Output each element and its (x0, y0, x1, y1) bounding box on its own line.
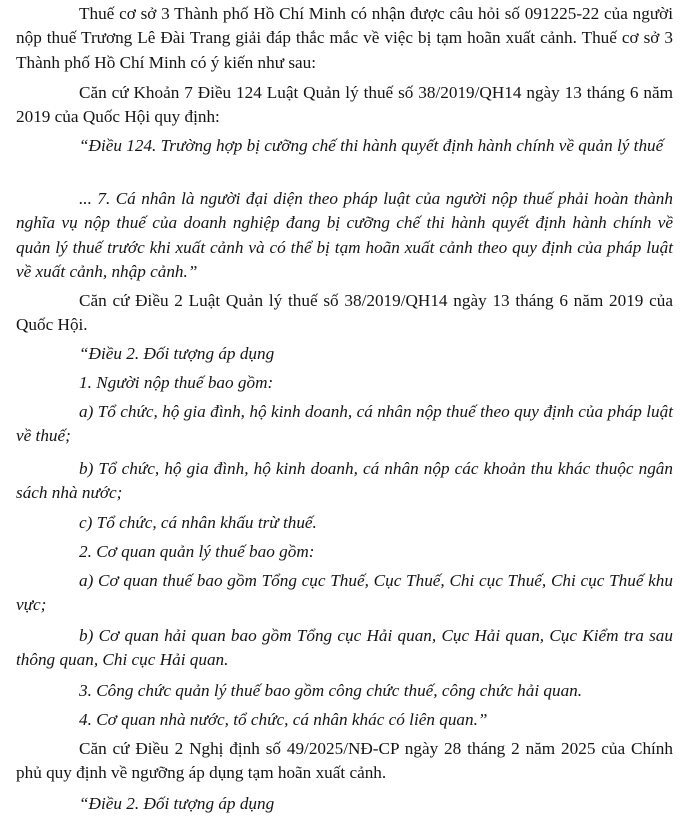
quote-article-2-item-2: 2. Cơ quan quản lý thuế bao gồm: (79, 542, 315, 561)
quote-article-2-item-2b: b) Cơ quan hải quan bao gồm Tổng cục Hải quan, Cục Hải quan, Cục Kiểm tra sau thông quan, Chi cục Hải quan. (16, 626, 673, 670)
quote-article-2-title: “Điều 2. Đối tượng áp dụng (79, 344, 275, 363)
quote-article-2-item-1b: b) Tổ chức, hộ gia đình, hộ kinh doanh, cá nhân nộp các khoản thu khác thuộc ngân sách nhà nước; (16, 459, 673, 503)
paragraph-legal-basis-decree-49: Căn cứ Điều 2 Nghị định số 49/2025/NĐ-CP ngày 28 tháng 2 năm 2025 của Chính phủ quy định về ngưỡng áp dụng tạm hoãn xuất cảnh. (16, 739, 673, 783)
paragraph-intro: Thuế cơ sở 3 Thành phố Hồ Chí Minh có nhận được câu hỏi số 091225-22 của người nộp thuế Trương Lê Đài Trang giải đáp thắc mắc về việc bị tạm hoãn xuất cảnh. Thuế cơ sở 3 Thành phố Hồ Chí Minh có ý kiến như sau: (16, 4, 673, 72)
quote-article-2-item-3: 3. Công chức quản lý thuế bao gồm công chức thuế, công chức hải quan. (79, 681, 583, 700)
quote-article-2-item-1c: c) Tổ chức, cá nhân khấu trừ thuế. (79, 513, 317, 532)
quote-article-124-title: “Điều 124. Trường hợp bị cưỡng chế thi hành quyết định hành chính về quản lý thuế (79, 136, 664, 155)
quote-article-2-item-2a: a) Cơ quan thuế bao gồm Tổng cục Thuế, Cục Thuế, Chi cục Thuế, Chi cục Thuế khu vực; (16, 571, 673, 615)
quote-decree-49-article-2-title: “Điều 2. Đối tượng áp dụng (79, 794, 275, 813)
quote-article-2-item-1a: a) Tổ chức, hộ gia đình, hộ kinh doanh, cá nhân nộp thuế theo quy định của pháp luật về thuế; (16, 402, 673, 446)
paragraph-legal-basis-article-2: Căn cứ Điều 2 Luật Quản lý thuế số 38/2019/QH14 ngày 13 tháng 6 năm 2019 của Quốc Hội. (16, 291, 673, 335)
quote-article-2-item-1: 1. Người nộp thuế bao gồm: (79, 373, 274, 392)
paragraph-legal-basis-article-124: Căn cứ Khoản 7 Điều 124 Luật Quản lý thuế số 38/2019/QH14 ngày 13 tháng 6 năm 2019 của Quốc Hội quy định: (16, 83, 673, 127)
quote-article-124-clause-7: ... 7. Cá nhân là người đại diện theo pháp luật của người nộp thuế phải hoàn thành nghĩa vụ nộp thuế của doanh nghiệp đang bị cưỡng chế thi hành quyết định hành chính về quản lý thuế trước khi xuất cảnh và có thể bị tạm hoãn xuất cảnh theo quy định của pháp luật về xuất cảnh, nhập cảnh.” (16, 189, 673, 282)
quote-article-2-item-4: 4. Cơ quan nhà nước, tổ chức, cá nhân khác có liên quan.” (79, 710, 488, 729)
